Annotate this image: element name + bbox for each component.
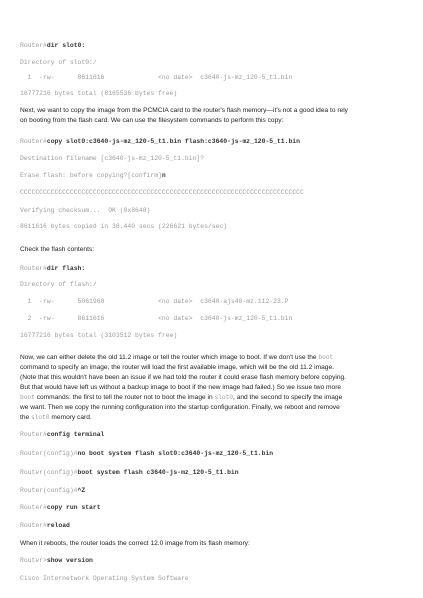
prose-text: But that would have left us without a backup image to boot if the new image had failed.) So we issue two more bbox=[20, 384, 342, 391]
paragraph-line bbox=[20, 353, 333, 362]
command: reload bbox=[46, 522, 70, 529]
command: config terminal bbox=[46, 431, 105, 438]
paragraph-line bbox=[20, 393, 342, 402]
prompt: Router(config)# bbox=[20, 469, 78, 476]
output-line: Destination filename [c3640-js-mz_120-5_t1.bin]? bbox=[20, 155, 205, 162]
output-line: CCCCCCCCCCCCCCCCCCCCCCCCCCCCCCCCCCCCCCCCCCCCCCCCCCCCCCCCCCCCCCCCCCCCCCCCCC bbox=[20, 189, 304, 196]
paragraph-line bbox=[20, 539, 250, 548]
paragraph-line bbox=[20, 106, 348, 115]
output-line: Directory of slot0:/ bbox=[20, 59, 97, 66]
user-input: n bbox=[161, 172, 166, 179]
inline-code: slot0 bbox=[31, 414, 50, 421]
command: dir slot0: bbox=[46, 42, 86, 49]
prompt: Router(config)# bbox=[20, 450, 78, 457]
paragraph-line bbox=[20, 245, 94, 254]
command: show version bbox=[46, 557, 93, 564]
command-line bbox=[20, 486, 85, 495]
prose-text: (Note that this wouldn't have been an issue if we had told the router it could erase flash memory before copying. bbox=[20, 374, 347, 381]
prose-text: we want. Then we copy the running configuration into the startup configuration. Finally, we reboot and remove bbox=[20, 404, 340, 411]
command-line bbox=[20, 449, 273, 458]
prompt: Router# bbox=[20, 522, 47, 529]
output-line: Verifying checksum... OK (0x8648) bbox=[20, 207, 151, 214]
paragraph-line bbox=[20, 383, 341, 392]
prose-text: Next, we want to copy the image from the PCMCIA card to the router's flash memory—it's not a good idea to rely bbox=[20, 107, 348, 114]
command-line bbox=[20, 41, 85, 50]
prose-text: , and the second to specify the image bbox=[233, 394, 343, 401]
command-line bbox=[20, 521, 70, 530]
command: boot system flash c3640-js-mz_120-5_t1.bin bbox=[77, 469, 239, 476]
prose-text: command to specify an image, the router will load the first available image, which will be the old 11.2 image. bbox=[20, 364, 334, 371]
output-line: 16777216 bytes total (3103512 bytes free) bbox=[20, 332, 178, 339]
prompt: Router# bbox=[20, 138, 47, 145]
command-line bbox=[20, 264, 85, 273]
prose-text: the bbox=[20, 414, 31, 421]
prompt: Router# bbox=[20, 431, 47, 438]
output-line: 8611616 bytes copied in 38.440 secs (226621 bytes/sec) bbox=[20, 223, 228, 230]
paragraph-line bbox=[20, 403, 340, 412]
prose-text: commands: the first to tell the router not to boot the image in bbox=[34, 394, 215, 401]
paragraph-line bbox=[20, 373, 346, 382]
prose-text: Check the flash contents: bbox=[20, 246, 95, 253]
paragraph-line bbox=[20, 116, 283, 125]
prompt: Router# bbox=[20, 265, 47, 272]
prose-text: memory card. bbox=[49, 414, 92, 421]
paragraph-line bbox=[20, 363, 334, 372]
command-line bbox=[20, 137, 300, 146]
prose-text: on booting from the flash card. We can use the filesystem commands to perform this copy: bbox=[20, 117, 284, 124]
command-line bbox=[20, 468, 239, 477]
prose-text: Now, we can either delete the old 11.2 image or tell the router which image to boot. If we don't use the bbox=[20, 354, 319, 361]
paragraph-line bbox=[20, 413, 92, 422]
inline-code: slot0 bbox=[214, 394, 234, 401]
prose-text: When it reboots, the router loads the correct 12.0 image from its flash memory: bbox=[20, 540, 250, 547]
output-line: Directory of flash:/ bbox=[20, 281, 97, 288]
command: dir flash: bbox=[46, 265, 86, 272]
output-text: Erase flash: before copying?[confirm] bbox=[20, 172, 162, 179]
command-line bbox=[20, 503, 101, 512]
output-line: 2 -rw- 8611616 <no date> c3640-js-mz_120-5_t1.bin bbox=[20, 315, 293, 322]
prompt: Router> bbox=[20, 557, 47, 564]
output-line: 16777216 bytes total (8165536 bytes free) bbox=[20, 90, 178, 97]
prompt: Router# bbox=[20, 504, 47, 511]
command: copy slot0:c3640-js-mz_120-5_t1.bin flash:c3640-js-mz_120-5_t1.bin bbox=[46, 138, 300, 145]
inline-code: boot bbox=[318, 354, 334, 361]
command: no boot system flash slot0:c3640-js-mz_120-5_t1.bin bbox=[77, 450, 274, 457]
prompt-line bbox=[20, 171, 166, 180]
output-line: Cisco Internetwork Operating System Software bbox=[20, 575, 189, 582]
output-line: 1 -rw- 8611616 <no date> c3640-js-mz_120-5_t1.bin bbox=[20, 74, 293, 81]
command: copy run start bbox=[46, 504, 101, 511]
command-line bbox=[20, 556, 93, 565]
output-line: 1 -rw- 5061960 <no date> c3640-ajs40-mz.112-23.P bbox=[20, 298, 289, 305]
command: ^Z bbox=[77, 487, 86, 494]
command-line bbox=[20, 430, 104, 439]
inline-code: boot bbox=[20, 394, 35, 401]
prompt: Router(config)# bbox=[20, 487, 78, 494]
prompt: Router# bbox=[20, 42, 47, 49]
